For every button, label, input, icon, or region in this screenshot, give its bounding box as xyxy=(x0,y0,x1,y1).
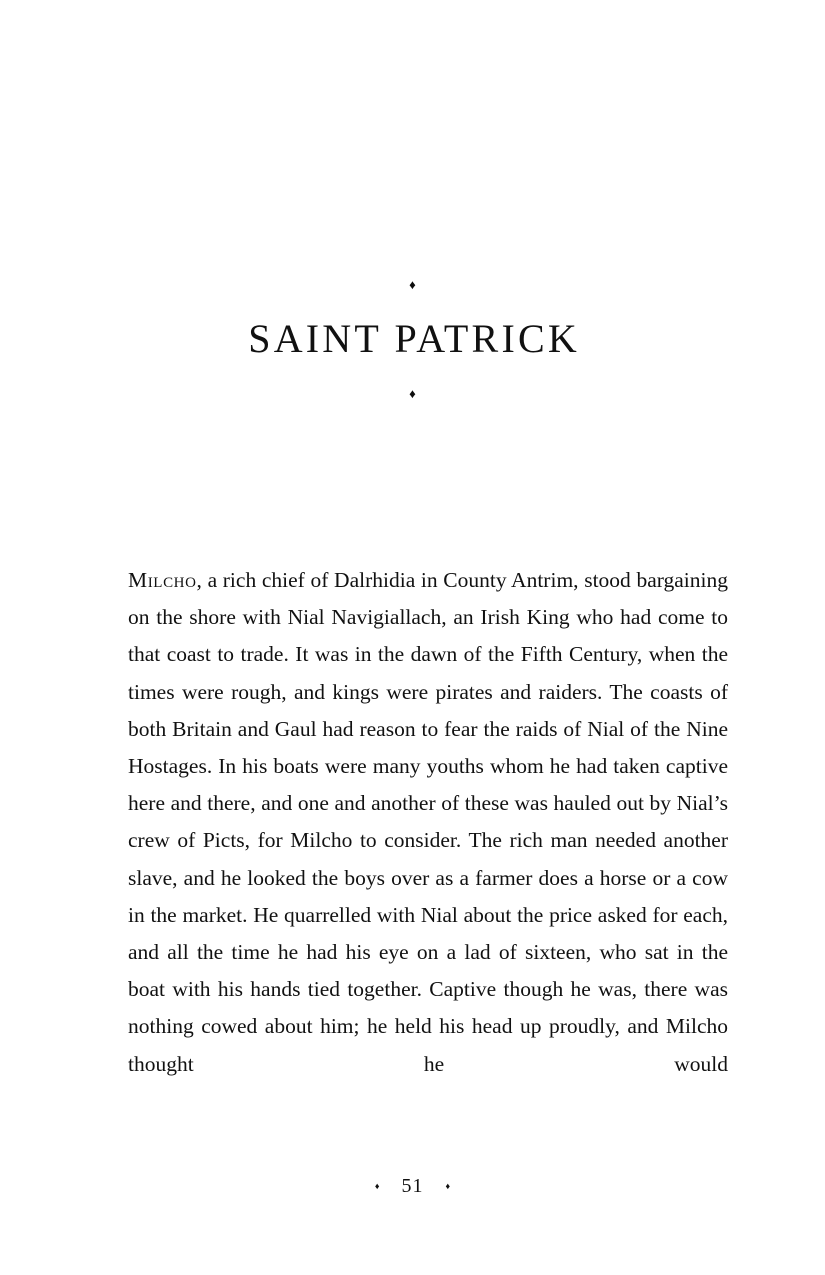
page-title: SAINT PATRICK xyxy=(248,315,580,361)
diamond-ornament-right: ♦ xyxy=(445,1181,451,1191)
paragraph-body-text: , a rich chief of Dalrhidia in County Antrim, stood bargaining on the shore with Nial Navigiallach, an Irish King who had come to that coast to trade. It was in the dawn of the Fifth Century, when the times were rough, and kings were pirates and raiders. The coasts of both Britain and Gaul had reason to fear the raids of Nial of the Nine Hostages. In his boats were many youths whom he had taken captive here and there, and one and another of these was hauled out by Nial’s crew of Picts, for Milcho to consider. The rich man needed another slave, and he looked the boys over as a farmer does a horse or a cow in the market. He quarrelled with Nial about the price asked for each, and all the time he had his eye on a lad of sixteen, who sat in the boat with his hands tied together. Captive though he was, there was nothing cowed about him; he held his head up proudly, and Milcho thought he would xyxy=(128,568,728,1076)
small-caps-opening-word: Milcho xyxy=(128,568,197,592)
diamond-ornament-left: ♦ xyxy=(374,1181,380,1191)
chapter-heading xyxy=(0,278,825,400)
page-number: 51 xyxy=(401,1175,424,1197)
diamond-ornament-bottom: ♦ xyxy=(409,385,416,401)
diamond-ornament-top: ♦ xyxy=(409,277,416,292)
body-text-block xyxy=(128,562,728,1083)
opening-paragraph xyxy=(128,562,728,1083)
page-footer xyxy=(0,1176,825,1196)
